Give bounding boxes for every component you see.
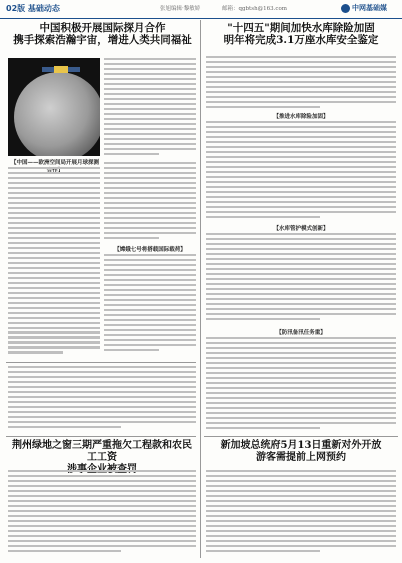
logo-text: 中网基础媒 (352, 4, 387, 12)
column-divider (200, 20, 201, 558)
left-article-text-c (104, 162, 196, 242)
right-article-text-d (206, 337, 396, 433)
left-headline: 中国积极开展国际探月合作 携手探索浩瀚宇宙，增进人类共同福祉 (13, 22, 192, 46)
right-headline: "十四五"期间加快水库除险加固 明年将完成3.1万座水库安全鉴定 (223, 22, 379, 46)
page-header (0, 0, 402, 19)
solar-panel-right (68, 67, 80, 72)
right-subhead-1: 【推进水库除险加固】 (273, 114, 329, 120)
right-article-text-c (206, 233, 396, 325)
editor-line: 张旭编辑·黎敏娇 (160, 6, 201, 12)
right-article-text-a (206, 56, 396, 112)
right-bottom-divider (204, 436, 398, 437)
right-article-text-b (206, 121, 396, 221)
left-section-divider (6, 362, 196, 363)
right-subhead-3: 【防汛备汛任务重】 (276, 330, 326, 336)
left-article-text-e (8, 366, 196, 432)
left-bottom-text (8, 470, 196, 558)
left-article-text-d (104, 254, 196, 358)
right-bottom-headline: 新加坡总统府5月13日重新对外开放 游客需提前上网预约 (220, 440, 382, 463)
moon-image (14, 72, 100, 156)
left-subhead-2: 【嫦娥七号将搭载国际载荷】 (114, 247, 186, 253)
left-bottom-divider (6, 436, 196, 437)
article-photo (8, 58, 100, 156)
probe-image (54, 66, 68, 73)
right-subhead-2: 【水库管护模式创新】 (273, 226, 329, 232)
logo-icon (341, 4, 350, 13)
left-article-text-a (104, 58, 196, 158)
solar-panel-left (42, 67, 54, 72)
right-bottom-text (206, 470, 396, 558)
left-bottom-headline: 荆州绿地之窗三期严重拖欠工程款和农民工工资 (12, 440, 192, 463)
page-label: 02版 基础动态 (6, 4, 60, 13)
left-article-text-b (8, 167, 100, 357)
left-subhead-1: 【中国——欧洲空间局开展月球探测 (10, 160, 99, 166)
email-line: 邮箱：qgbtsh@163.com (222, 6, 287, 12)
